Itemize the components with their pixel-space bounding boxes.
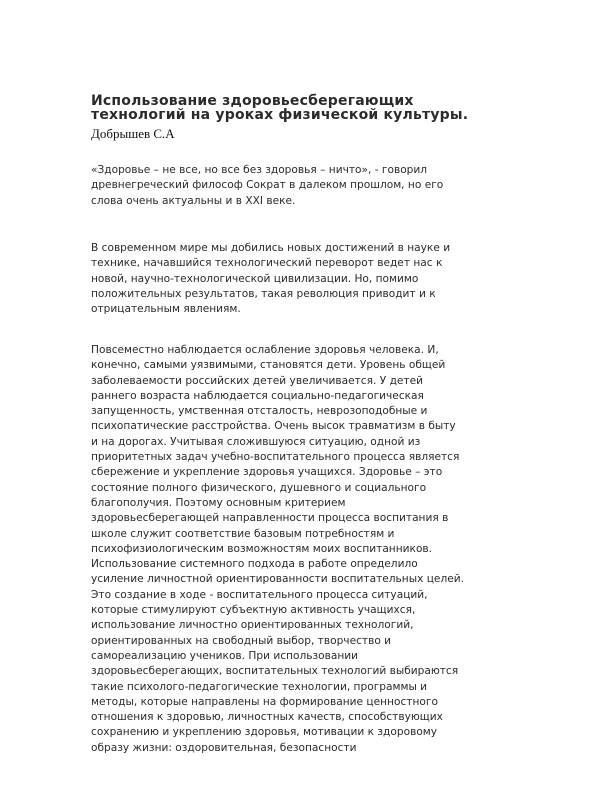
title-line: Использование здоровьесберегающих <box>91 93 414 109</box>
text-line: ориентированных на свободный выбор, творчество и <box>91 634 392 647</box>
text-line: и на дорогах. Учитывая сложившуюся ситуацию, одной из <box>91 435 421 448</box>
text-line: заболеваемости российских детей увеличивается. У детей <box>91 374 423 387</box>
paragraph-health-decline <box>91 343 531 756</box>
author-name: Добрышев С.А <box>91 126 175 141</box>
text-line: отношения к здоровью, личностных качеств, способствующих <box>91 711 443 724</box>
text-line: образу жизни: оздоровительная, безопасности <box>91 741 357 754</box>
text-line: Повсеместно наблюдается ослабление здоровья человека. И, <box>91 344 439 356</box>
text-line: Использование системного подхода в работе определило <box>91 558 418 571</box>
title-line: технологий на уроках физической культуры. <box>91 107 469 123</box>
text-line: древнегреческий философ Сократ в далеком прошлом, но его <box>91 179 444 192</box>
text-line: которые стимулируют субъектную активность учащихся, <box>91 604 416 617</box>
text-line: положительных результатов, такая революция приводит и к <box>91 287 436 300</box>
text-line: раннего возраста наблюдается социально-педагогическая <box>91 389 424 402</box>
text-line: приоритетных задач учебно-воспитательного процесса является <box>91 451 460 464</box>
text-line: усиление личностной ориентированности воспитательных целей. <box>91 573 464 586</box>
text-line: здоровьесберегающих, воспитательных технологий выбираются <box>91 665 459 678</box>
text-line: школе служит соответствие базовым потребностям и <box>91 527 395 540</box>
text-line: запущенность, умственная отсталость, неврозоподобные и <box>91 405 428 418</box>
text-line: слова очень актуальны и в XXI веке. <box>91 194 296 207</box>
text-line: Это создание в ходе - воспитательного процесса ситуаций, <box>91 588 428 601</box>
text-line: психопатические расстройства. Очень высок травматизм в быту <box>91 420 456 433</box>
text-line: использование личностно ориентированных технологий, <box>91 619 414 632</box>
text-line: новой, научно-технологической цивилизации. Но, помимо <box>91 272 419 285</box>
text-line: сбережение и укрепление здоровья учащихся. Здоровье – это <box>91 466 443 479</box>
text-line: психофизиологическим возможностям моих воспитанников. <box>91 542 433 555</box>
paragraph-intro-quote <box>91 163 531 209</box>
text-line: отрицательным явлениям. <box>91 303 241 316</box>
text-line: методы, которые направлены на формирование ценностного <box>91 695 438 708</box>
text-line: В современном мире мы добились новых достижений в науке и <box>91 242 451 254</box>
document-title <box>91 94 531 122</box>
text-line: технике, начавшийся технологический переворот ведет нас к <box>91 257 443 270</box>
text-line: состояние полного физического, душевного и социального <box>91 481 427 494</box>
text-line: конечно, самыми уязвимыми, становятся дети. Уровень общей <box>91 359 446 372</box>
text-line: благополучия. Поэтому основным критерием <box>91 496 346 509</box>
text-line: сохранению и укреплению здоровья, мотивации к здоровому <box>91 726 438 739</box>
paragraph-modern-world <box>91 241 531 317</box>
text-line: такие психолого-педагогические технологии, программы и <box>91 680 428 693</box>
text-line: самореализацию учеников. При использовании <box>91 649 359 662</box>
text-line: «Здоровье – не все, но все без здоровья – ничто», - говорил <box>91 164 428 176</box>
text-line: здоровьесберегающей направленности процесса воспитания в <box>91 512 449 525</box>
